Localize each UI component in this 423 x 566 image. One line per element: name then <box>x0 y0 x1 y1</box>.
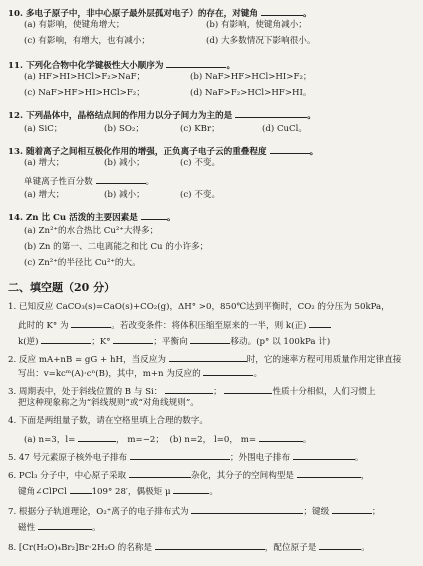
q13-sub-option-c: (c) 不变。 <box>180 190 221 200</box>
fill-q4-line1: 4. 下面是两组量子数，请在空格里填上合理的数字。 <box>8 416 208 426</box>
fill-q6-line2: 键角∠ClPCl 109° 28′，偶极矩 μ 。 <box>18 484 218 498</box>
q12-option-c: (c) KBr； <box>180 124 220 134</box>
q10-answer-blank[interactable] <box>261 6 303 16</box>
q11-option-d: (d) NaF>F₂>HCl>HF>HI。 <box>190 88 312 98</box>
fill-q7-blank2[interactable] <box>332 504 372 514</box>
fill-q6-blank4[interactable] <box>173 484 209 494</box>
q12-option-a: (a) SiC； <box>24 124 63 134</box>
q13-option-b: (b) 减小； <box>104 158 145 168</box>
fill-q7-line1: 7. 根据分子轨道理论，O₂⁺离子的电子排布式为 ；键级 ； <box>8 504 381 518</box>
q13-sub-line: 单键离子性百分数 。 <box>24 174 154 188</box>
fill-q8-blank2[interactable] <box>319 540 361 550</box>
fill-q4-a-l-blank[interactable] <box>78 432 116 442</box>
q14-option-b: (b) Zn 的第一、二电离能之和比 Cu 的小许多； <box>24 242 209 252</box>
fill-q2-line2: 写出：v=kcᵐ(A)·cⁿ(B)，其中，m+n 为反应的 。 <box>18 366 262 380</box>
fill-q3-blank2[interactable] <box>224 384 272 394</box>
q12-stem: 12. 下列晶体中，晶格结点间的作用力以分子间力为主的是 <box>8 111 233 121</box>
q10-option-b: (b) 有影响，使键角减小； <box>206 20 307 30</box>
q10-option-c: (c) 有影响，有增大，也有减小； <box>24 36 150 46</box>
fill-q7-line2: 磁性 。 <box>18 520 101 534</box>
fill-q5-outer-label: ；外围电子排布 <box>229 453 291 463</box>
fill-q7-bond-order-label: ；键级 <box>303 507 330 517</box>
fill-q4-b-l: l=0， <box>213 435 238 445</box>
fill-q1-kback-label: k(逆) <box>18 337 39 347</box>
fill-q1-K-label: ；K° <box>91 337 111 347</box>
q13-sub-option-a: (a) 增大； <box>24 190 65 200</box>
fill-q6-blank1[interactable] <box>129 468 191 478</box>
fill-q8-coord-label: ，配位原子是 <box>264 543 317 553</box>
fill-q3-stem-tail: 性质十分相似，人们习惯上 <box>272 387 376 397</box>
q11-option-c: (c) NaF>HF>HI>HCl>F₂； <box>24 88 145 98</box>
fill-q1-k-label: 此时的 K° 为 <box>18 321 69 331</box>
fill-q6-shape-label: 杂化，其分子的空间构型是 <box>190 471 295 481</box>
fill-q8-stem: 8. [Cr(H₂O)₄Br₂]Br·2H₂O 的名称是 <box>8 543 153 553</box>
fill-q1-K-blank[interactable] <box>113 334 153 344</box>
fill-q1-condition: 。若改变条件：将体积压缩至原来的一半，则 k(正) <box>111 321 307 331</box>
q13-sub-stem: 单键离子性百分数 <box>24 177 93 187</box>
fill-q1-line2 <box>18 318 331 332</box>
q14-stem: 14. Zn 比 Cu 活泼的主要因素是 <box>8 213 138 223</box>
fill-q6-line1: 6. PCl₃ 分子中，中心原子采取 杂化，其分子的空间构型是 ， <box>8 468 369 482</box>
q14-option-c: (c) Zn²⁺的半径比 Cu²⁺的大。 <box>24 258 141 268</box>
fill-q1-line3 <box>18 334 330 348</box>
q14-stem-line: 14. Zn 比 Cu 活泼的主要因素是 。 <box>8 210 175 224</box>
fill-q6-angle-label: 键角∠ClPCl <box>18 487 67 497</box>
q11-stem: 11. 下列化合物中化学键极性大小顺序为 <box>8 61 164 71</box>
fill-q4-line2: (a) n=3，l= ， m=−2； (b) n=2， l=0， m= 。 <box>24 432 311 446</box>
fill-q6-stem: 6. PCl₃ 分子中，中心原子采取 <box>8 471 127 481</box>
fill-q2-blank1[interactable] <box>169 352 247 362</box>
fill-q3-line1: 3. 周期表中，处于斜线位置的 B 与 Si： ； 性质十分相似，人们习惯上 <box>8 384 376 398</box>
fill-q8-line: 8. [Cr(H₂O)₄Br₂]Br·2H₂O 的名称是 ，配位原子是 。 <box>8 540 370 554</box>
fill-q5-blank1[interactable] <box>130 450 230 460</box>
fill-q6-blank2[interactable] <box>297 468 361 478</box>
section-heading: 二、填空题（20 分） <box>8 281 116 294</box>
fill-q6-blank3[interactable] <box>70 484 92 494</box>
q12-option-b: (b) SO₂； <box>104 124 144 134</box>
fill-q1-kback-blank[interactable] <box>41 334 91 344</box>
fill-q2-line1 <box>8 352 401 366</box>
q11-stem-line: 11. 下列化合物中化学键极性大小顺序为 。 <box>8 58 235 72</box>
q14-answer-blank[interactable] <box>141 210 167 220</box>
fill-q1-shift-label: ；平衡向 <box>153 337 188 347</box>
q10-option-d: (d) 大多数情况下影响很小。 <box>206 36 316 46</box>
fill-q2-stem: 2. 反应 mA+nB = gG + hH，当反应为 <box>8 355 166 365</box>
fill-q6-dipole-label: 109° 28′，偶极矩 μ <box>91 487 171 497</box>
q13-sub-blank[interactable] <box>96 174 146 184</box>
fill-q5-blank2[interactable] <box>293 450 355 460</box>
q12-answer-blank[interactable] <box>235 108 307 118</box>
fill-q5-line: 5. 47 号元素原子核外电子排布 ；外围电子排布 。 <box>8 450 363 464</box>
fill-q5-stem: 5. 47 号元素原子核外电子排布 <box>8 453 128 463</box>
fill-q4-b-n: (b) n=2， <box>169 435 212 445</box>
q10-stem-line: 10. 多电子原子中，非中心原子最外层孤对电子）的存在，对键角 。 <box>8 6 312 20</box>
fill-q1-shift-suffix: 移动。(p° 以 100kPa 计) <box>230 337 331 347</box>
fill-q7-blank3[interactable] <box>38 520 92 530</box>
fill-q1-k-blank[interactable] <box>71 318 111 328</box>
q11-answer-blank[interactable] <box>166 58 226 68</box>
q10-option-a: (a) 有影响，使键角增大； <box>24 20 125 30</box>
q12-stem-line: 12. 下列晶体中，晶格结点间的作用力以分子间力为主的是 。 <box>8 108 316 122</box>
q13-answer-blank[interactable] <box>270 144 310 154</box>
fill-q4-b-m: m= <box>240 435 257 445</box>
q10-stem: 10. 多电子原子中，非中心原子最外层孤对电子）的存在，对键角 <box>8 9 258 19</box>
q12-option-d: (d) CuCl。 <box>262 124 307 134</box>
q14-option-a: (a) Zn²⁺的水合热比 Cu²⁺大得多； <box>24 226 159 236</box>
fill-q1-shift-blank[interactable] <box>190 334 230 344</box>
q13-sub-option-b: (b) 减小； <box>104 190 145 200</box>
q11-option-a: (a) HF>HI>HCl>F₂>NaF； <box>24 72 146 82</box>
fill-q3-stem: 3. 周期表中，处于斜线位置的 B 与 Si： <box>8 387 163 397</box>
q13-option-c: (c) 不变。 <box>180 158 221 168</box>
fill-q7-magnetic-label: 磁性 <box>18 523 36 533</box>
fill-q1-kforward-blank[interactable] <box>309 318 331 328</box>
fill-q2-stem-tail: 时，它的速率方程可用质量作用定律直接 <box>246 355 402 365</box>
fill-q4-a-n-l: (a) n=3，l= <box>24 435 76 445</box>
fill-q7-blank1[interactable] <box>191 504 303 514</box>
fill-q4-a-m: m=−2； <box>127 435 164 445</box>
fill-q4-b-m-blank[interactable] <box>259 432 303 442</box>
fill-q1-line1: 1. 已知反应 CaCO₃(s)=CaO(s)+CO₂(g)，ΔH° >0，850℃达到平衡时，CO₂ 的分压为 50kPa， <box>8 302 390 312</box>
fill-q8-blank1[interactable] <box>155 540 265 550</box>
fill-q2-blank2[interactable] <box>203 366 253 376</box>
q11-option-b: (b) NaF>HF>HCl>HI>F₂； <box>190 72 312 82</box>
q13-stem-line: 13. 随着离子之间相互极化作用的增强，正负离子电子云的重叠程度 。 <box>8 144 318 158</box>
fill-q3-blank1[interactable] <box>165 384 213 394</box>
q13-stem: 13. 随着离子之间相互极化作用的增强，正负离子电子云的重叠程度 <box>8 147 267 157</box>
fill-q7-stem: 7. 根据分子轨道理论，O₂⁺离子的电子排布式为 <box>8 507 189 517</box>
fill-q3-line2: 把这种现象称之为“斜线规则”或“对角线规则”。 <box>18 398 199 408</box>
q13-option-a: (a) 增大； <box>24 158 65 168</box>
fill-q2-rate: 写出：v=kcᵐ(A)·cⁿ(B)，其中，m+n 为反应的 <box>18 369 201 379</box>
